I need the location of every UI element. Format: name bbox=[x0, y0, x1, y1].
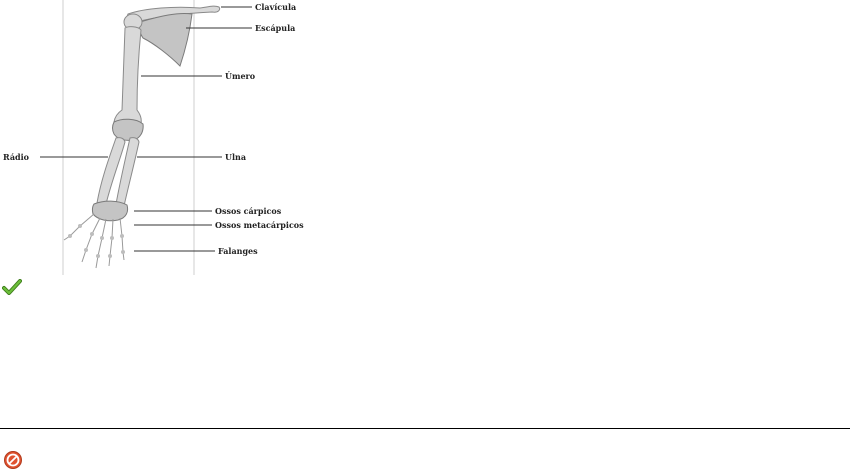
label-metacarpicos: Ossos metacárpicos bbox=[215, 220, 304, 230]
label-ulna: Ulna bbox=[225, 152, 247, 162]
arm-skeleton-diagram bbox=[0, 0, 330, 275]
scapula-bone bbox=[139, 13, 192, 66]
no-entry-icon bbox=[3, 450, 23, 470]
label-escapula: Escápula bbox=[255, 23, 296, 33]
section-divider bbox=[0, 428, 850, 429]
hand-bones bbox=[64, 214, 125, 268]
check-icon bbox=[2, 279, 22, 295]
label-carpicos: Ossos cárpicos bbox=[215, 206, 282, 216]
label-umero: Úmero bbox=[225, 71, 256, 81]
label-falanges: Falanges bbox=[218, 246, 258, 256]
elbow-joint bbox=[113, 119, 144, 140]
carpal-bones bbox=[92, 201, 127, 221]
label-radio: Rádio bbox=[3, 152, 29, 162]
label-clavicula: Clavícula bbox=[255, 2, 297, 12]
humerus-bone bbox=[114, 27, 141, 127]
